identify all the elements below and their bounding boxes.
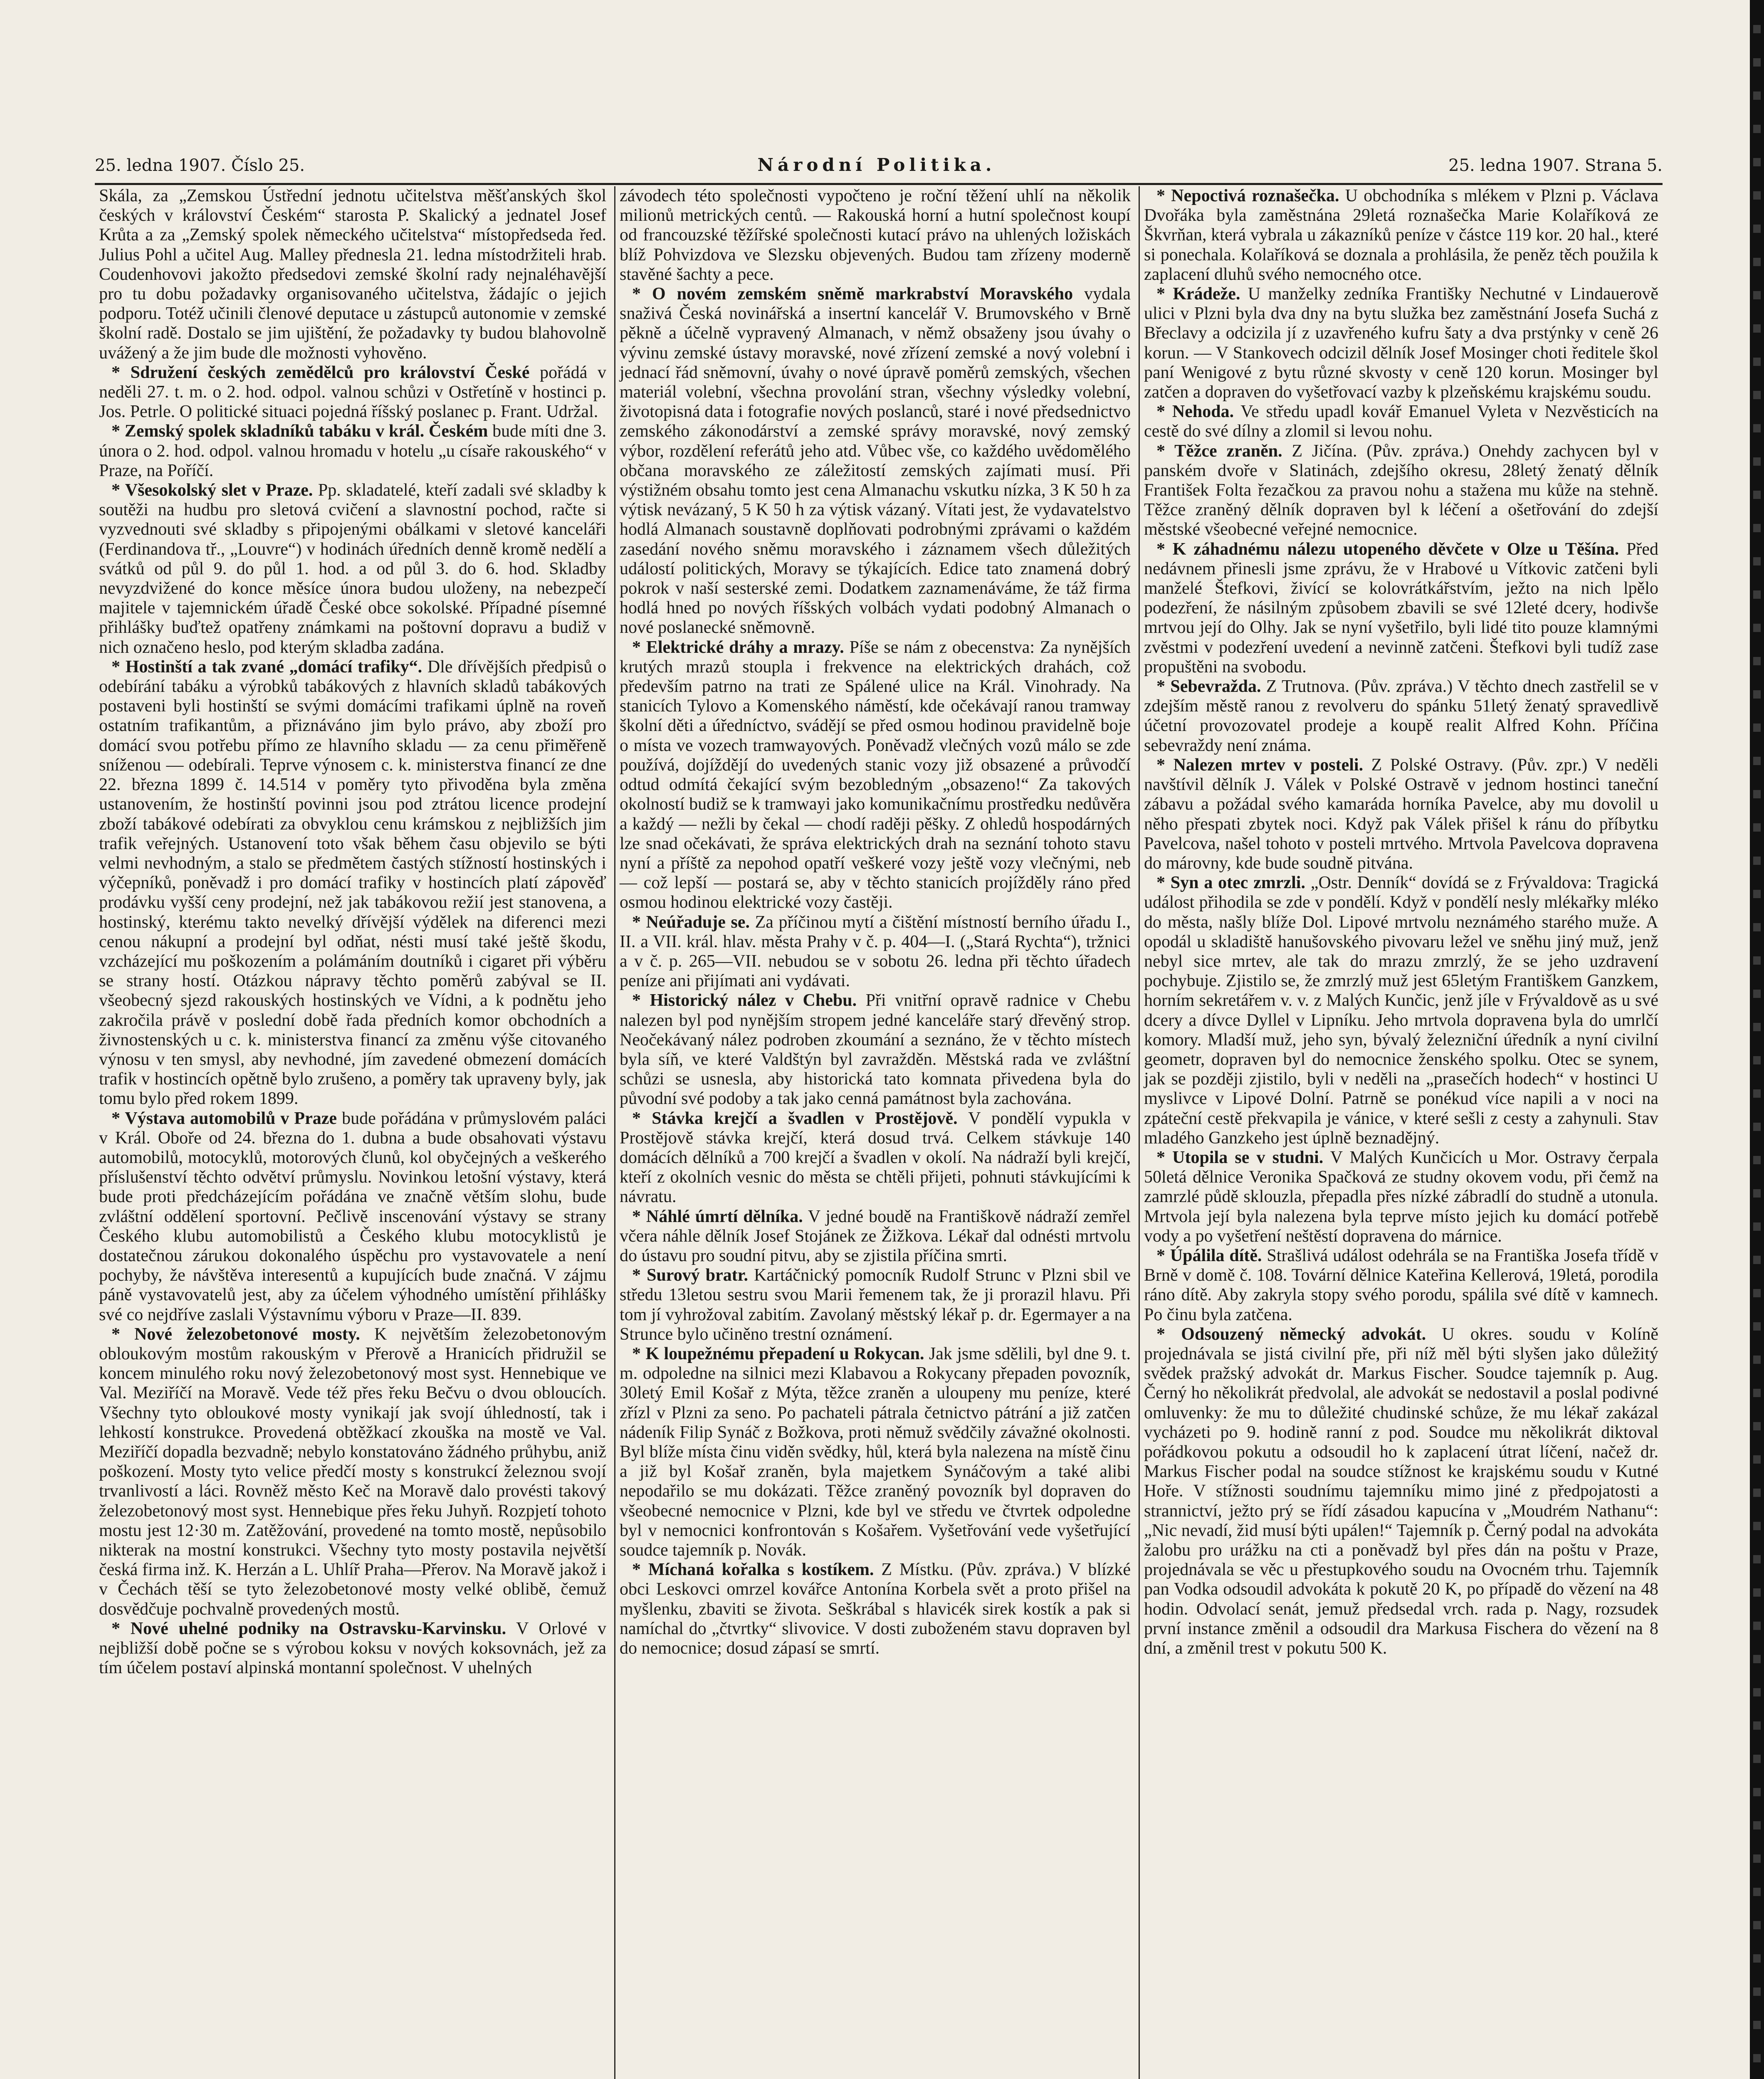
article-heading: * Nové uhelné podniky na Ostravsku-Karvinsku.	[111, 1619, 506, 1638]
article-text: Pp. skladatelé, kteří zadali své skladby k soutěži na hudbu pro sletová cvičení a slavnostní pochod, račte si vyzvednouti své skladby s připojenými obálkami v sletové kanceláři (Ferdinandova tř., „Louvre“) v hodinách úředních denně kromě nedělí a svátků od půl 9. do půl 1. hod. a od půl 3. do 6. hod. Skladby nevyzdvižené do konce měsíce února budou uloženy, na nebezpečí majitele v tajemnickém úřadě České obce sokolské. Případné písemné přihlášky buďtež opatřeny známkami na poštovní dopravu a budiž v nich označeno heslo, pod kterým skladba zadána.	[99, 481, 606, 657]
article-text: U obchodníka s mlékem v Plzni p. Václava Dvořáka byla zaměstnána 29letá roznašečka Marie Kolaříková ze Škvrňan, která vybrala u zákazníků peníze v částce 119 kor. 20 hal., které si ponechala. Kolaříková se doznala a prohlásila, že peněz těch použila k zaplacení dluhů svého nemocného otce.	[1144, 186, 1658, 284]
article-paragraph	[99, 1619, 606, 1678]
article-text: „Ostr. Denník“ dovídá se z Frývaldova: Tragická událost přihodila se zde v pondělí. Když v pondělí nesly mlékařky mléko do města, našly blíže Dol. Lipové mrtvolu neznámého starého muže. A opodál u skladiště hanušovského pivovaru ležel ve sněhu jiný muž, jenž nebyl sice mrtev, ale tak do mrazu zmrzlý, že se jeho uzdravení pochybuje. Zjistilo se, že zmrzlý muž jest 65letým Františkem Ganzkem, horním sekretářem v. v. z Malých Kunčic, jenž jíle v Frývaldově as u své dcery a dívce Dyllel v Lipníku. Jeho mrtvola dopravena byla do umrlčí komory. Mladší muž, jeho syn, bývalý železniční úředník a nyní civilní geometr, dopraven byl do nemocnice ženského spolku. Otec se synem, jak se později zjistilo, byli v neděli na „prasečích hodech“ v hostinci U myslivce v Lipové Dolní. Patrně se ponékud více napili a v noci na zpáteční cestě překvapila je vánice, v které sešli z cesty a zahynuli. Stav mladého Ganzkeho jest úplně beznadějný.	[1144, 873, 1658, 1148]
article-paragraph	[1144, 677, 1658, 756]
article-text: V pondělí vypukla v Prostějově stávka krejčí, která dosud trvá. Celkem stávkuje 140 domácích dělníků a 700 krejčí a švadlen v okolí. Na nádraží byli krejčí, kteří z okolních vesnic do města se chtěli přijeti, pohnuti stávkujícími k návratu.	[620, 1109, 1131, 1207]
article-heading: * Sebevražda.	[1156, 677, 1261, 696]
article-paragraph	[620, 1109, 1131, 1207]
article-heading: * Nehoda.	[1156, 402, 1234, 422]
newspaper-title: Národní Politika.	[757, 155, 996, 175]
article-heading: * Nalezen mrtev v posteli.	[1156, 755, 1364, 775]
article-text: Z Trutnova. (Pův. zpráva.) V těchto dnech zastřelil se v zdejším městě ranou z revolveru do spánku 51letý ženatý spravedlivě účetní provozovatel prodeje a koupě realit Alfred Kohn. Příčina sebevraždy není známa.	[1144, 677, 1659, 755]
article-columns	[95, 186, 1663, 2079]
article-heading: * Surový bratr.	[632, 1266, 749, 1285]
article-paragraph	[99, 1325, 606, 1619]
column-1	[95, 186, 610, 2079]
article-text: K největším železobetonovým obloukovým mostům rakouským v Přerově a Hranicích přidružil se koncem minulého roku nový železobetonový most syst. Hennebique ve Val. Meziříčí na Moravě. Vede též přes řeku Bečvu o dvou obloucích. Všechny tyto obloukové mosty vynikají jak svojí úhledností, tak i lehkostí konstrukce. Provedená obtěžkací zkouška na mostě ve Val. Meziříčí dopadla bezvadně; nebylo konstatováno žádného průhybu, aniž poškození. Mosty tyto velice předčí mosty s konstrukcí železnou svojí trvanlivostí a láci. Rovněž město Keč na Moravě dalo provésti takový železobetonový most syst. Hennebique přes řeku Juhyň. Rozpjetí tohoto mostu jest 12·30 m. Zatěžování, provedené na tomto mostě, nepůsobilo nikterak na mostní konstrukci. Všechny tyto mosty postavila největší česká firma inž. K. Herzán a L. Uhlíř Praha—Přerov. Na Moravě jakož i v Čechách těší se tyto železobetonové mosty velké oblibě, čemuž dosvědčuje pochvalně provedených mostů.	[99, 1324, 606, 1619]
page-header	[95, 155, 1663, 184]
article-heading: * Náhlé úmrtí dělníka.	[632, 1207, 803, 1226]
article-heading: * K záhadnému nálezu utopeného děvčete v Olze u Těšína.	[1156, 539, 1619, 559]
article-paragraph	[620, 1344, 1131, 1560]
article-paragraph	[620, 1560, 1131, 1658]
article-text: Kartáčnický pomocník Rudolf Strunc v Plzni sbil ve středu 13letou sestru svou Marii řemenem tak, že ji prorazil hlavu. Při tom jí vyhrožoval zabitím. Zavolaný městský lékař p. dr. Egermayer a na Strunce bylo učiněno trestní oznámení.	[620, 1266, 1131, 1344]
article-paragraph	[620, 638, 1131, 913]
article-heading: * Nepoctivá roznašečka.	[1156, 186, 1339, 205]
article-text: Před nedávnem přinesli jsme zprávu, že v Hrabové u Vítkovic zatčeni byli manželé Štefkovi, živící se kolovrátkářstvím, ježto na nich lpělo podezření, že násilným způsobem zbavili se své 12leté dcery, hodivše mrtvou její do Olhy. Jak se nyní vyšetřilo, byli lidé tito pouze klamnými zvěstmi v podezření uvedení a nevinně zatčeni. Štefkovi byli tudíž zase propuštěni na svobodu.	[1144, 539, 1659, 677]
article-paragraph	[99, 363, 606, 422]
column-3	[1139, 186, 1663, 2079]
article-paragraph	[99, 481, 606, 657]
article-heading: * Všesokolský slet v Praze.	[111, 481, 313, 500]
article-heading: * Úpálila dítě.	[1156, 1246, 1262, 1265]
article-heading: * Utopila se v studni.	[1156, 1148, 1324, 1167]
article-paragraph	[1144, 402, 1658, 441]
scan-edge	[1750, 0, 1764, 2079]
article-paragraph	[1144, 756, 1658, 873]
article-text: Ve středu upadl kovář Emanuel Vyleta v Nezvěsticích na cestě do své dílny a zlomil si levou nohu.	[1144, 402, 1658, 441]
article-paragraph	[1144, 540, 1658, 677]
article-paragraph	[99, 1109, 606, 1325]
article-text: Za příčinou mytí a čištění místností berního úřadu I., II. a VII. král. hlav. města Prahy v č. p. 404—I. („Stará Rychta“), tržnici a v č. p. 265—VII. nebudou se v sobotu 26. ledna při těchto úřadech peníze ani přijímati ani vydávati.	[620, 912, 1131, 991]
header-date-left: 25. ledna 1907. Číslo 25.	[95, 156, 305, 175]
article-paragraph	[1144, 1246, 1658, 1325]
article-heading: * O novém zemském sněmě markrabství Moravského	[632, 284, 1073, 304]
article-text: U manželky zedníka Františky Nechutné v Lindauerově ulici v Plzni byla dva dny na bytu služka bez zaměstnání Josefa Suchá z Břeclavy a odcizila jí z uzavřeného kufru šaty a dva prstýnky v ceně 26 korun. — V Stankovech odcizil dělník Josef Mosinger choti ředitele škol paní Wenigové z bytu různé skvosty v ceně 120 korun. Mosinger byl zatčen a dopraven do vyšetřovací vazby k plzeňskému krajskému soudu.	[1144, 284, 1658, 402]
article-paragraph	[620, 991, 1131, 1109]
article-paragraph	[620, 1266, 1131, 1344]
article-text: závodech této společnosti vypočteno je roční těžení uhlí na několik milionů metrických centů. — Rakouská horní a hutní společnost koupí od francouzské těžířské společnosti kutací právo na uhlených ložiskách blíž Pohvizdova ve Slezsku objevených. Budou tam zřízeny moderně stavěné šachty a pece.	[620, 186, 1131, 284]
article-text: Z Místku. (Pův. zpráva.) V blízké obci Leskovci omrzel kovářce Antonína Korbela svět a proto přišel na myšlenku, zbaviti se života. Seškrábal s hlavicék sirek kostík a pak si namíchal do „čtvrtky“ slivovice. V dosti zuboženém stavu dopraven byl do nemocnice; dosud zápasí se smrtí.	[620, 1560, 1131, 1658]
article-text: V jedné boudě na Františkově nádraží zemřel včera náhle dělník Josef Stojánek ze Žižkova. Lékař dal odnésti mrtvolu do ústavu pro soudní pitvu, aby se zjistila příčina smrti.	[620, 1207, 1131, 1265]
article-heading: * Sdružení českých zemědělců pro království České	[111, 363, 530, 382]
column-2	[614, 186, 1135, 2079]
article-paragraph	[1144, 1325, 1658, 1658]
article-heading: * Krádeže.	[1156, 284, 1240, 304]
article-heading: * Elektrické dráhy a mrazy.	[632, 637, 844, 657]
article-paragraph	[99, 186, 606, 363]
article-text: bude pořádána v průmyslovém paláci v Král. Oboře od 24. března do 1. dubna a bude obsahovati výstavu automobilů, motocyklů, motorových člunů, kol obyčejných a veškerého příslušenství těchto odvětví průmyslu. Novinkou letošní výstavy, která bude proti předcházejícím pořádána ve značně větším slohu, bude zvláštní oddělení sportovní. Pečlivě inscenování výstavy se strany Českého klubu automobilistů a Českého klubu motocyklistů je dostatečnou zárukou dokonalého úspěchu pro vystavovatele a není pochyby, že návštěva interesentů a kupujících bude značná. V zájmu páně vystavovatelů jest, aby za účelem výhodného umístění přihlášky své co nejdříve zaslali Výstavnímu výboru v Praze—II. 839.	[99, 1109, 607, 1324]
article-text: Jak jsme sdělili, byl dne 9. t. m. odpoledne na silnici mezi Klabavou a Rokycany přepaden povozník, 30letý Emil Košař z Mýta, těžce zraněn a uloupeny mu peníze, které zřízl v Plzni za seno. Po pachateli pátrala četnictvo pátrání a již zatčen nádeník Filip Synáč z Božkova, proti němuž svědčily závažné okolnosti. Byl blíže místa činu viděn svědky, hůl, která byla nalezena na místě činu a již byl Košař zraněn, byla majetkem Synáčovým a také alibi nepodařilo se mu dokázati. Těžce zraněný povozník byl dopraven do všeobecné nemocnice v Plzni, kde byl ve středu ve čtvrtek odpoledne byl v nemocnici konfrontován s Košařem. Vyšetřování vede vyšetřující soudce tajemník p. Novák.	[620, 1344, 1131, 1560]
article-heading: * Syn a otec zmrzli.	[1156, 873, 1305, 893]
article-text: U okres. soudu v Kolíně projednávala se jistá civilní pře, při níž měl býti slyšen jako důležitý svědek pražský advokát dr. Markus Fischer. Soudce tajemník p. Aug. Černý ho několikrát předvolal, ale advokát se nedostavil a poslal podivné omluvenky: že mu to důležité chudinské schůze, že mu lékař zakázal vycházeti po 9. hodině ranní z pod. Soudce mu několikrát diktoval pořádkovou pokutu a odsoudil ho k zaplacení útrat líčení, načež dr. Markus Fischer podal na soudce stížnost ke krajskému soudu v Kutné Hoře. V stížnosti soudnímu tajemníku mimo jiné z předpojatosti a strannictví, ježto prý se řídí zásadou kapucína v „Moudrém Nathanu“: „Nic nevadí, žid musí býti upálen!“ Tajemník p. Černý podal na advokáta žalobu pro urážku na cti a poněvadž byl přes dán na poštu v Praze, projednávala se věc u přestupkového soudu na Ovocném trhu. Tajemník pan Vodka odsoudil advokáta k pokutě 20 K, po případě do vězení na 48 hodin. Odvolací senát, jemuž předsedal vrch. rada p. Nagy, rozsudek první instance změnil a odsoudil dra Markusa Fischera do vězení na 8 dní, a změnil trest v pokutu 500 K.	[1144, 1324, 1658, 1658]
header-date-right: 25. ledna 1907. Strana 5.	[1448, 156, 1663, 175]
article-heading: * Zemský spolek skladníků tabáku v král. Českém	[111, 422, 488, 441]
article-heading: * Nové železobetonové mosty.	[111, 1324, 360, 1344]
article-heading: * Historický nález v Chebu.	[632, 991, 857, 1010]
article-paragraph	[620, 913, 1131, 991]
article-paragraph	[620, 186, 1131, 284]
article-text: Z Jičína. (Pův. zpráva.) Onehdy zachycen byl v panském dvoře v Slatinách, zdejšího okresu, 28letý ženatý dělník František Folta řezačkou za pravou nohu a stažena mu kůže na stehně. Těžce zraněný dělník dopraven byl k léčení a ošetřování do zdejší městské všeobecné veřejné nemocnice.	[1144, 441, 1658, 539]
article-paragraph	[620, 1207, 1131, 1266]
article-paragraph	[99, 422, 606, 481]
article-heading: * Hostinští a tak zvané „domácí trafiky“.	[111, 657, 422, 677]
article-heading: * Míchaná kořalka s kostíkem.	[632, 1560, 874, 1580]
article-paragraph	[620, 284, 1131, 638]
article-text: pořádá v neděli 27. t. m. o 2. hod. odpol. valnou schůzi v Ostřetíně v hostinci p. Jos. Petrle. O politické situaci pojedná říšský poslanec p. Frant. Udržal.	[99, 363, 607, 422]
article-heading: * Stávka krejčí a švadlen v Prostějově.	[632, 1109, 958, 1128]
article-text: Z Polské Ostravy. (Pův. zpr.) V neděli navštívil dělník J. Válek v Polské Ostravě v jednom hostinci taneční zábavu a požádal svého kamaráda horníka Pavelce, aby mu dovolil u něho přespati zbytek noci. Když pak Válek přišel k ránu do příbytku Pavelcova, našel tohoto v posteli mrtvého. Mrtvola Pavelcova dopravena do márovny, kde bude soudně pitvána.	[1144, 755, 1658, 873]
article-text: bude míti dne 3. února o 2. hod. odpol. valnou hromadu v hotelu „u císaře rakouského“ v Praze, na Poříčí.	[99, 422, 606, 480]
article-text: vydala snaživá Česká novinářská a insertní kancelář V. Brumovského v Brně pěkně a účelně vypravený Almanach, v němž obsaženy jsou úvahy o vývinu zemské ústavy moravské, nové zřízení zemské a nový volební i jednací řád sněmovní, úvahy o nové úpravě poměrů zemských, všechen materiál volební, všechna provolání stran, všechny výsledky volební, životopisná data i fotografie nových poslanců, staré i nové předsednictvo zemského zákonodárství a zemské správy moravské, nový zemský výbor, rozdělení referátů jeho atd. Vůbec vše, co každého uvědomělého občana moravského ze záležitostí zemských zajímati musí. Při výstižném obsahu tomto jest cena Almanachu vskutku nízka, 3 K 50 h za výtisk nevázaný, 5 K 50 h za výtisk vázaný. Vítati jest, že vydavatelstvo hodlá Almanach soustavně doplňovati podrobnými zprávami o každém zasedání nového sněmu moravského i záznamem všech důležitých událostí politických, Moravy se týkajících. Edice tato znamená dobrý pokrok v naší sesterské zemi. Dodatkem zaznamenáváme, že táž firma hodlá hned po nových říšských volbách vydati podobný Almanach o nové poslanecké sněmovně.	[620, 284, 1131, 637]
article-text: Píše se nám z obecenstva: Za nynějších krutých mrazů stoupla i frekvence na elektrických drahách, což především patrno na trati ze Spálené ulice na Král. Vinohrady. Na stanicích Tylovo a Komenského náměstí, kde očekávají ranou tramway školní děti a úředníctvo, svádějí se před osmou hodinou pravidelně boje o místa ve vozech tramwayových. Poněvadž vlečných vozů málo se zde používá, dojíždějí do uvedených stanic vozy již obsazené a průvodčí odtud odmítá čekající svým bezobledným „obsazeno!“ Za takových okolností budiž se k tramwayi jako komunikačnímu prostředku nedůvěra a každý — nežli by čekal — chodí raději pěšky. Z ohledů hospodárných lze snad očekávati, že správa elektrických drah na seznání tohoto stavu nyní a příště za nepohod opatří veškeré vozy ještě vozy vlečnými, neb — což lepší — postará se, aby v těchto stanicích projížděly ráno před osmou hodinou elektrické vozy častěji.	[620, 637, 1131, 912]
article-text: V Orlové v nejbližší době počne se s výrobou koksu v nových koksovnách, jež za tím účelem postaví alpinská montanní společnost. V uhelných	[99, 1619, 606, 1678]
article-paragraph	[1144, 442, 1658, 540]
article-heading: * Neúřaduje se.	[632, 912, 750, 932]
article-text: Při vnitřní opravě radnice v Chebu nalezen byl pod nynějším stropem jedné kanceláře starý dřevěný strop. Neočekávaný nález podroben zkoumání a seznáno, že v těchto místech byla síň, ve které Valdštýn byl zavražděn. Městská rada ve zvláštní schůzi se usnesla, aby historická tato komnata přivedena byla do původní své podoby a tak jako cenná památnost byla zachována.	[620, 991, 1131, 1109]
article-heading: * K loupežnému přepadení u Rokycan.	[632, 1344, 924, 1363]
article-text: Strašlivá událost odehrála se na Františka Josefa třídě v Brně v domě č. 108. Tovární dělnice Kateřina Kellerová, 19letá, porodila ráno dítě. Aby zakryla stopy svého porodu, spálila své dítě v kamnech. Po činu byla zatčena.	[1144, 1246, 1658, 1324]
article-heading: * Odsouzený německý advokát.	[1156, 1324, 1426, 1344]
article-paragraph	[1144, 186, 1658, 284]
article-heading: * Výstava automobilů v Praze	[111, 1109, 337, 1128]
article-heading: * Těžce zraněn.	[1156, 441, 1282, 461]
article-paragraph	[99, 657, 606, 1109]
header-rule	[95, 183, 1663, 185]
article-text: Skála, za „Zemskou Ústřední jednotu učitelstva měšťanských škol českých v království Českém“ starosta P. Skalický a jednatel Josef Krůta a za „Zemský spolek německého učitelstva“ místopředseda řed. Julius Pohl a učitel Aug. Malley přednesla 21. ledna místodržiteli hrab. Coudenhovovi jakožto předsedovi zemské školní rady nejnaléhavější pro tu dobu požadavky organisovaného učitelstva, žádajíc o jejich podporu. Totéž učinili členové deputace u zástupců autonomie v zemské školní radě. Dostalo se jim ujištění, že požadavky ty budou blahovolně uvážený a že jim bude dle možnosti vyhověno.	[99, 186, 606, 363]
article-paragraph	[1144, 284, 1658, 402]
article-paragraph	[1144, 1148, 1658, 1246]
article-text: V Malých Kunčicích u Mor. Ostravy čerpala 50letá dělnice Veronika Spačková ze studny okovem vodu, při čemž na zamrzlé půdě sklouzla, přepadla přes nízké zábradlí do studně a utonula. Mrtvola její byla nalezena byla teprve místo jejich ku domácí potřebě vody a po vyšetření neštěstí dopravena do márnice.	[1144, 1148, 1659, 1246]
article-paragraph	[1144, 873, 1658, 1148]
article-text: Dle dřívějších předpisů o odebírání tabáku a výrobků tabákových z hlavních skladů tabákových postaveni byli hostinští se svými domácími trafikami úplně na roveň ostatním trafikantům, a přiznáváno jim bylo právo, aby zboží pro domácí svou potřebu přímo ze hlavního skladu — za cenu přiměřeně sníženou — odebírali. Teprve výnosem c. k. ministerstva financí ze dne 22. března 1899 č. 14.514 v poměry tyto přivoděna byla změna ustanovením, že hostinští povinni jsou pod ztrátou licence prodejní zboží tabákové odebírati za obvyklou cenu krámskou z nejbližších jim trafik veřejných. Ustanovení toto však během času objevilo se býti velmi nevhodným, a stalo se předmětem častých stížností hostinských i výčepníků, poněvadž i pro domácí trafiky v hostincích platí zápověď prodávku vyšší ceny prodejní, než jak tabákovou režií jest stanovena, a hostinský, kterému takto nevelký dřívější výdělek na diferenci mezi cenou nákupní a prodejní byl odňat, nésti musí také ještě škodu, vzcházející mu poškozením a polámáním doutníků i cigaret při výběru se strany hostí. Otázkou nápravy těchto poměrů zabýval se II. všeobecný sjezd rakouských hostinských ve Vídni, a k podnětu jeho zakročila právě v poslední době řada předních komor obchodních a živnostenských u c. k. ministerstva financí za změnu výše citovaného výnosu v ten smysl, aby nevhodné, jím zavedené obmezení domácích trafik v hostincích opětně bylo zrušeno, a poměry tak upraveny byly, jak tomu bylo před rokem 1899.	[99, 657, 607, 1109]
